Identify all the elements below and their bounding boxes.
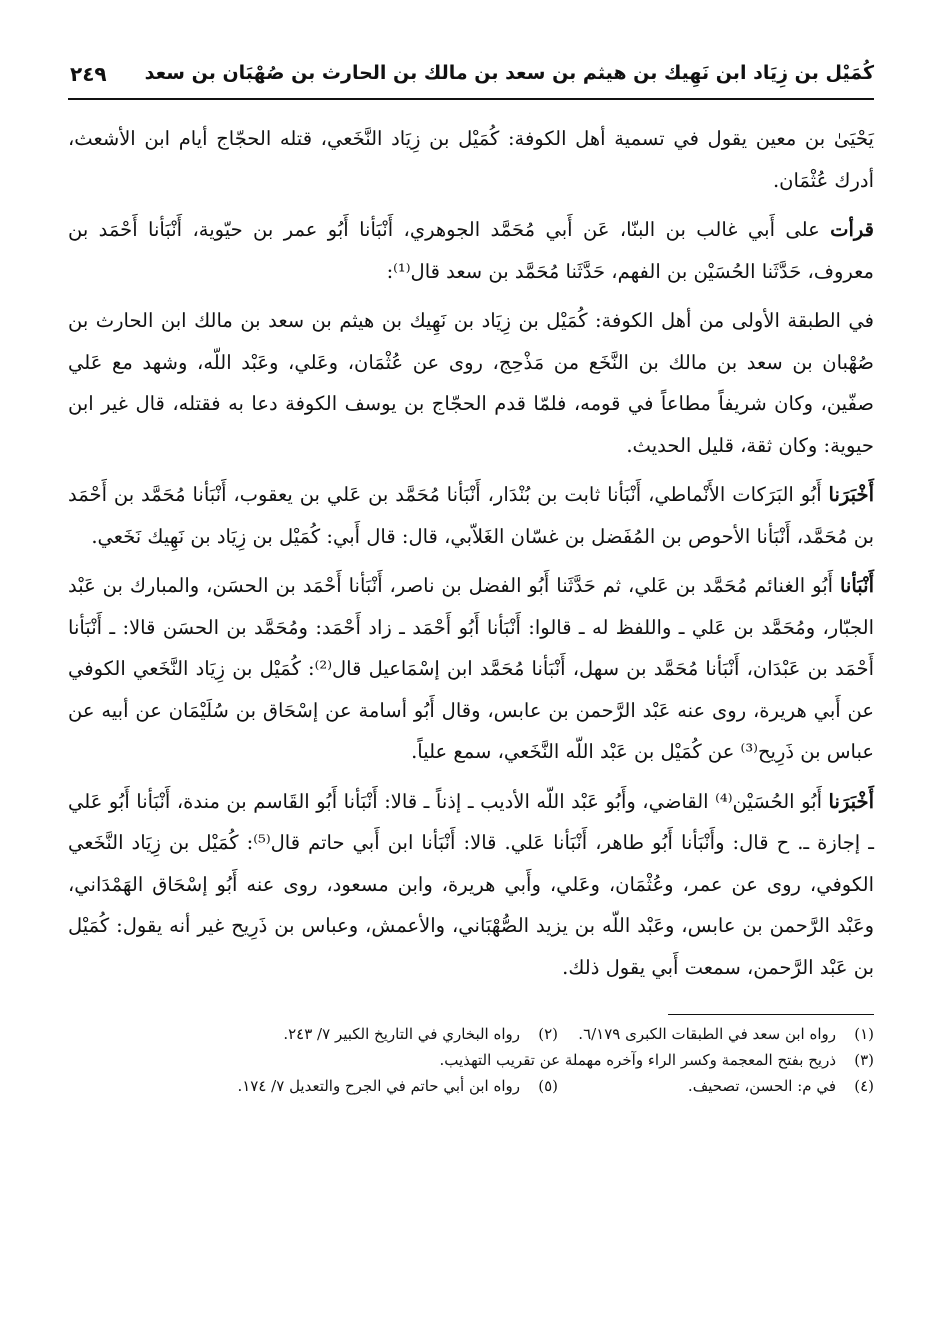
paragraph-5 [68, 565, 874, 773]
footnote-number: (٤) [854, 1077, 874, 1095]
paragraph-2 [68, 209, 874, 292]
running-title: كُمَيْل بن زِيَاد ابن نَهِيك بن هيثم بن سعد بن مالك بن الحارث بن صُهْبَان بن سعد [144, 62, 874, 84]
footnote-1 [558, 1021, 874, 1047]
paragraph-4 [68, 474, 874, 557]
footnote-row [68, 1021, 874, 1047]
footnote-text: ذريح بفتح المعجمة وكسر الراء وآخره مهملة عن تقريب التهذيب. [439, 1051, 836, 1069]
paragraph-1 [68, 118, 874, 201]
document-page [68, 56, 874, 1099]
footnotes [68, 1021, 874, 1099]
paragraph-lead: أَخْبَرَنا [828, 483, 874, 506]
footnote-4 [558, 1073, 874, 1099]
paragraph-3 [68, 300, 874, 466]
footnote-number: (٣) [854, 1051, 874, 1069]
footnote-number: (٢) [538, 1025, 558, 1043]
footnote-number: (٥) [538, 1077, 558, 1095]
paragraph-lead: أَخْبَرَنا [828, 789, 874, 813]
main-text [68, 118, 874, 988]
footnote-2 [283, 1021, 558, 1047]
footnote-text: رواه ابن أبي حاتم في الجرح والتعديل ٧/ ١٧٤. [237, 1077, 520, 1095]
header-rule [68, 98, 874, 100]
footnote-text: في م: الحسن، تصحيف. [687, 1077, 836, 1095]
page-header [68, 56, 874, 96]
page-number: ٢٤٩ [70, 62, 107, 86]
paragraph-text: أَبُو الغنائم مُحَمَّد بن عَلي، ثم حَدَّثَنا أَبُو الفضل بن ناصر، أَنْبَأنا أَحْمَد بن الحسَن، والمبارك بن عَبْد الجبّار، ومُحَمَّد بن عَلي ـ واللفظ له ـ قالوا: أَنْبَأنا أَبُو أَحْمَد ـ زاد أَحْمَد: ومُحَمَّد بن الحسَن قالا: ـ أَنْبَأنا أَحْمَد بن عَبْدَان، أَنْبَأنا مُحَمَّد بن سهل، أَنْبَأنا مُحَمَّد ابن إسْمَاعيل قال⁽²⁾: كُمَيْل بن زِيَاد النَّخَعي الكوفي عن أَبي هريرة، روى عنه عَبْد الرَّحمن بن عابس، وقال أَبُو أسامة عن إسْحَاق بن سُلَيْمَان عن أبيه عن عباس بن ذَرِيح⁽³⁾ عن كُمَيْل بن عَبْد اللّه النَّخَعي، سمع علياً. [68, 574, 874, 763]
footnote-3 [440, 1047, 874, 1073]
paragraph-text: أَبُو البَرَكات الأَنْماطي، أَنْبَأنا ثابت بن بُنْدَار، أَنْبَأنا مُحَمَّد بن عَلي بن يعقوب، أَنْبَأنا مُحَمَّد بن أَحْمَد بن مُحَمَّد، أَنْبَأنا الأحوص بن المُفَضل بن غسّان الغَلاّبي، قال: قال أَبي: كُمَيْل بن زِيَاد بن نَهِيك نَخَعي. [68, 483, 874, 548]
footnote-5 [237, 1073, 558, 1099]
paragraph-lead: أَنْبَأنا [839, 574, 874, 597]
paragraph-text: أَبُو الحُسَيْن⁽⁴⁾ القاضي، وأَبُو عَبْد اللّه الأديب ـ إذناً ـ قالا: أَنْبَأنا أَبُو القَاسم بن مندة، أَنْبَأنا أَبُو عَلي ـ إجازة ـ. ح قال: وأَنْبَأنا أَبُو طاهر، أَنْبَأنا عَلي. قالا: أَنْبَأنا ابن أَبي حاتم قال⁽⁵⁾: كُمَيْل بن زِيَاد النَّخَعي الكوفي، روى عن عمر، وعُثْمَان، وعَلي، وأَبي هريرة، وابن مسعود، روى عنه أَبُو إسْحَاق الهَمْدَاني، وعَبْد الرَّحمن بن عابس، وعَبْد اللّه بن يزيد الصُّهْبَاني، والأعمش، وعباس بن ذَرِيح غير أنه يقول: كُمَيْل بن عَبْد الرَّحمن، سمعت أَبي يقول ذلك. [68, 789, 874, 979]
paragraph-6 [68, 781, 874, 989]
footnote-row [68, 1047, 874, 1073]
footnote-text: رواه ابن سعد في الطبقات الكبرى ٦/١٧٩. [578, 1025, 836, 1043]
footnote-number: (١) [854, 1025, 874, 1043]
paragraph-text: في الطبقة الأولى من أهل الكوفة: كُمَيْل بن زِيَاد بن نَهِيك بن هيثم بن سعد بن مالك ابن الحارث بن صُهْبان بن سعد بن مالك بن النَّخَع من مَذْحِج، روى عن عُثْمَان، وعَلي، وعَبْد اللّه، وشهد مع عَلي صفّين، وكان شريفاً مطاعاً في قومه، فلمّا قدم الحجّاج بن يوسف الكوفة دعا به فقتله، قال غير ابن حيوية: وكان ثقة، قليل الحديث. [68, 309, 874, 457]
footnote-rule [668, 1014, 874, 1015]
footnote-row [68, 1073, 874, 1099]
footnote-text: رواه البخاري في التاريخ الكبير ٧/ ٢٤٣. [283, 1025, 520, 1043]
paragraph-text: على أَبي غالب بن البنّا، عَن أَبي مُحَمَّد الجوهري، أَنْبَأنا أَبُو عمر بن حيّوية، أَنْبَأنا أَحْمَد بن معروف، حَدَّثَنا الحُسَيْن بن الفهم، حَدَّثَنا مُحَمَّد بن سعد قال⁽¹⁾: [68, 218, 874, 283]
paragraph-text: يَحْيَىٰ بن معين يقول في تسمية أهل الكوفة: كُمَيْل بن زِيَاد النَّخَعي، قتله الحجّاج أيام ابن الأشعث، أدرك عُثْمَان. [68, 127, 874, 192]
paragraph-lead: قرأت [830, 218, 874, 241]
